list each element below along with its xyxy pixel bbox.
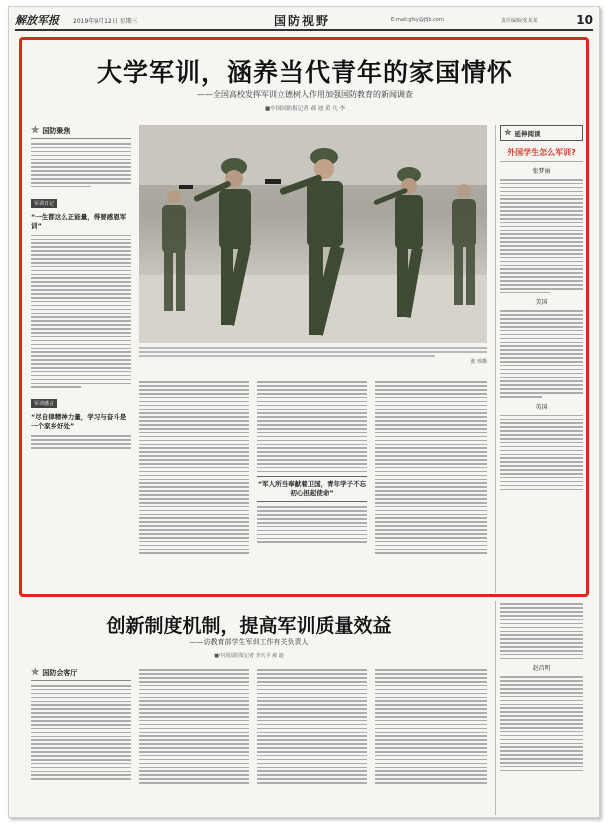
issue-date: 2019年9月12日 星期三 — [73, 17, 138, 25]
sidebar-country-uk: 英国 — [535, 403, 548, 411]
lower-article-subhead: ——访教育部学生军训工作有关负责人 — [189, 638, 309, 646]
lower-column-2 — [139, 667, 249, 815]
star-icon: ✯ — [31, 667, 40, 678]
left-quote-1: “一生都这么正能量，得要感恩军训” — [31, 212, 127, 230]
sidebar-country-usa: 美国 — [535, 299, 548, 307]
star-icon: ✯ — [31, 125, 40, 136]
lower-column-3 — [257, 667, 367, 815]
body-column-2 — [257, 379, 367, 593]
lower-article-headline: 创新制度机制，提高军训质量效益 — [106, 615, 392, 637]
left-quote-2: “尽自律精神力量，学习与奋斗是一个家乡好处” — [31, 413, 127, 431]
section-title: 国防视野 — [273, 13, 330, 28]
body-text — [31, 143, 131, 187]
left-section-header — [31, 125, 131, 139]
lower-section-header — [31, 667, 131, 681]
sidebar-continued — [495, 601, 583, 815]
article-byline: ■中国国防报记者 郝 迪 黄 凡 李 — [265, 106, 345, 112]
body-column-3 — [375, 379, 487, 593]
sidebar-header — [500, 125, 583, 141]
photo-credit: 张 伟摄 — [470, 358, 487, 365]
body-column-1 — [139, 379, 249, 593]
star-icon: ✯ — [504, 128, 512, 138]
pull-quote: “军人所当奉献着卫国，青年学子不忘初心担起使命” — [257, 476, 367, 502]
newspaper-logo: 解放军报 — [15, 14, 59, 27]
newspaper-page — [8, 6, 600, 818]
lower-column-1 — [31, 667, 131, 815]
body-text — [31, 435, 131, 448]
article-subhead: ——全国高校发挥军训立德树人作用加强国防教育的新闻调查 — [197, 90, 413, 99]
sidebar-author-1: 张梦丽 — [532, 168, 551, 175]
left-column — [31, 125, 131, 591]
body-text — [31, 235, 131, 388]
sidebar-extended-reading — [495, 125, 583, 593]
section-editor: 责任编辑/张某某 — [501, 17, 538, 24]
sidebar-author-2: 赵昌明 — [532, 665, 551, 673]
article-headline: 大学军训，涵养当代青年的家国情怀 — [96, 58, 513, 87]
left-tag-2: 军训感言 — [31, 399, 57, 408]
masthead — [15, 11, 593, 31]
military-training-photo — [139, 125, 487, 343]
lower-column-4 — [375, 667, 487, 815]
left-section-label: 国防聚焦 — [42, 126, 71, 135]
section-email: E-mail:gfsy@jfjb.com — [391, 17, 444, 23]
page-number: 10 — [576, 13, 593, 27]
lower-section-label: 国防会客厅 — [42, 668, 78, 677]
sidebar-title: 外国学生怎么军训? — [500, 147, 583, 162]
lower-article-byline: ■中国国防报记者 李凡平 郝 迪 — [214, 653, 284, 659]
left-tag-1: 军训日记 — [31, 199, 57, 208]
photo-caption — [139, 345, 487, 365]
sidebar-section-label: 延伸阅读 — [514, 129, 541, 138]
